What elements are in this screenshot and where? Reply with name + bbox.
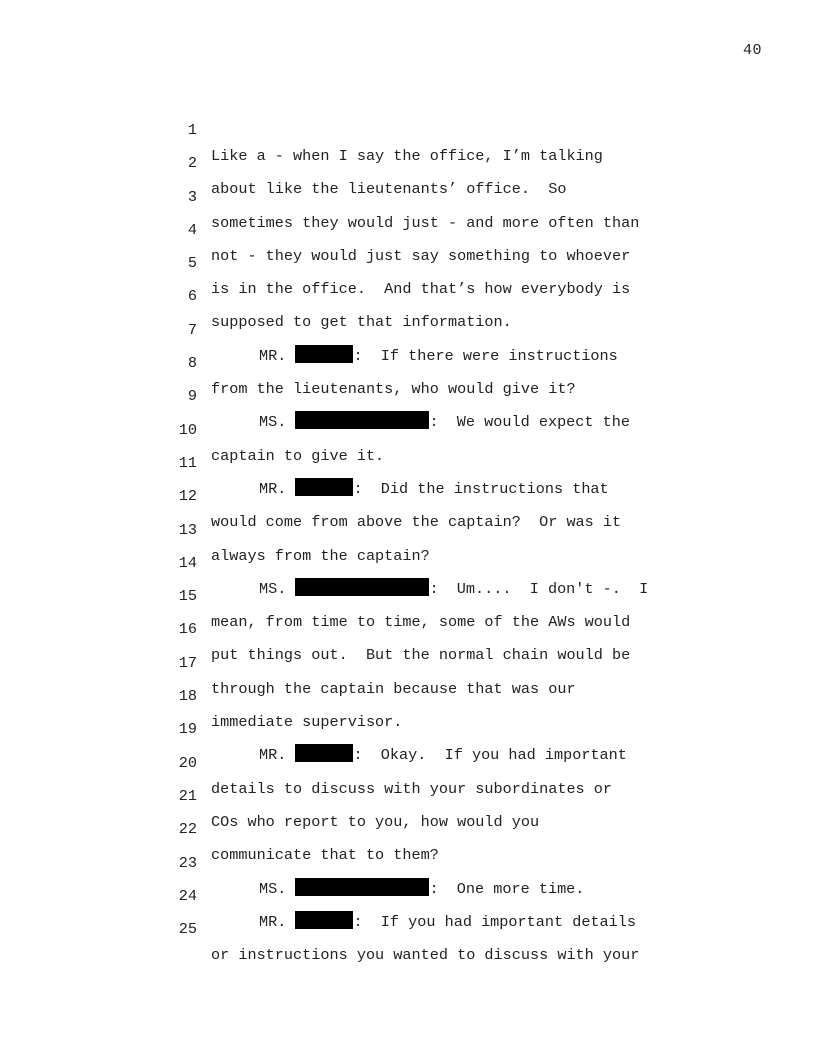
line-number: 19: [178, 720, 197, 739]
line-number: 25: [178, 920, 197, 939]
line-number: 10: [178, 420, 197, 439]
speaker-title: MR.: [259, 346, 287, 365]
line-text: or instructions you wanted to discuss with your: [211, 946, 640, 965]
speech-text: : Okay. If you had important: [353, 746, 627, 765]
line-text: from the lieutenants, who would give it?: [211, 380, 576, 399]
transcript-line: [170, 257, 690, 332]
line-number: 2: [187, 154, 197, 173]
transcript-line: [170, 890, 690, 965]
line-number: 12: [178, 487, 197, 506]
transcript-line: [170, 191, 690, 265]
transcript-line: [170, 158, 690, 232]
speaker-title: MR.: [259, 746, 287, 765]
speaker-title: MR.: [259, 479, 287, 498]
line-number: 24: [178, 886, 197, 905]
speech-text: : If there were instructions: [353, 346, 618, 365]
transcript-body: [170, 91, 690, 965]
speaker-title: MS.: [259, 413, 287, 432]
line-text: would come from above the captain? Or was it: [211, 513, 622, 532]
transcript-line-speaker: [170, 291, 690, 365]
line-number: 16: [178, 620, 197, 639]
line-text: supposed to get that information.: [211, 313, 512, 332]
speaker-title: MR.: [259, 912, 287, 931]
transcript-line: [170, 91, 690, 165]
line-text: always from the captain?: [211, 546, 430, 565]
speech-text: : We would expect the: [429, 413, 630, 432]
line-number: 4: [187, 220, 197, 239]
speaker-title: MS.: [259, 879, 287, 898]
line-number: 5: [187, 254, 197, 273]
speech-text: : Did the instructions that: [353, 479, 609, 498]
speech-text: : Um.... I don't -. I: [429, 579, 649, 598]
speaker-title: MS.: [259, 579, 287, 598]
line-text: immediate supervisor.: [211, 713, 403, 732]
line-text: mean, from time to time, some of the AWs would: [211, 613, 631, 632]
line-number: 11: [178, 453, 197, 472]
transcript-line: [170, 324, 690, 399]
line-text: is in the office. And that’s how everybody is: [211, 280, 631, 299]
line-number: 20: [178, 753, 197, 772]
line-number: 22: [178, 820, 197, 839]
line-number: 13: [178, 520, 197, 539]
line-number: 3: [187, 187, 197, 206]
line-text: sometimes they would just - and more often than: [211, 213, 640, 232]
line-text: captain to give it.: [211, 446, 385, 465]
line-number: 9: [187, 387, 197, 406]
transcript-line: [170, 124, 690, 199]
line-text: Like a - when I say the office, I’m talking: [211, 147, 603, 165]
line-number: 8: [187, 354, 197, 373]
transcript-line: [170, 224, 690, 299]
line-text: about like the lieutenants’ office. So: [211, 180, 567, 199]
page-number: 40: [742, 42, 762, 59]
line-number: 1: [187, 121, 197, 139]
line-number: 21: [178, 786, 197, 805]
speech-text: : If you had important details: [353, 912, 637, 931]
line-number: 15: [178, 587, 197, 606]
line-number: 7: [187, 320, 197, 339]
line-number: 17: [178, 653, 197, 672]
line-text: details to discuss with your subordinates or: [211, 779, 613, 798]
line-number: 18: [178, 687, 197, 706]
speech-text: : One more time.: [429, 879, 585, 898]
line-text: through the captain because that was our: [211, 679, 576, 698]
line-number: 14: [178, 553, 197, 572]
line-text: not - they would just say something to whoever: [211, 246, 631, 265]
line-number: 23: [178, 853, 197, 872]
line-text: communicate that to them?: [211, 846, 439, 865]
line-text: put things out. But the normal chain would be: [211, 646, 631, 665]
line-text: COs who report to you, how would you: [211, 812, 540, 831]
line-number: 6: [187, 287, 197, 306]
